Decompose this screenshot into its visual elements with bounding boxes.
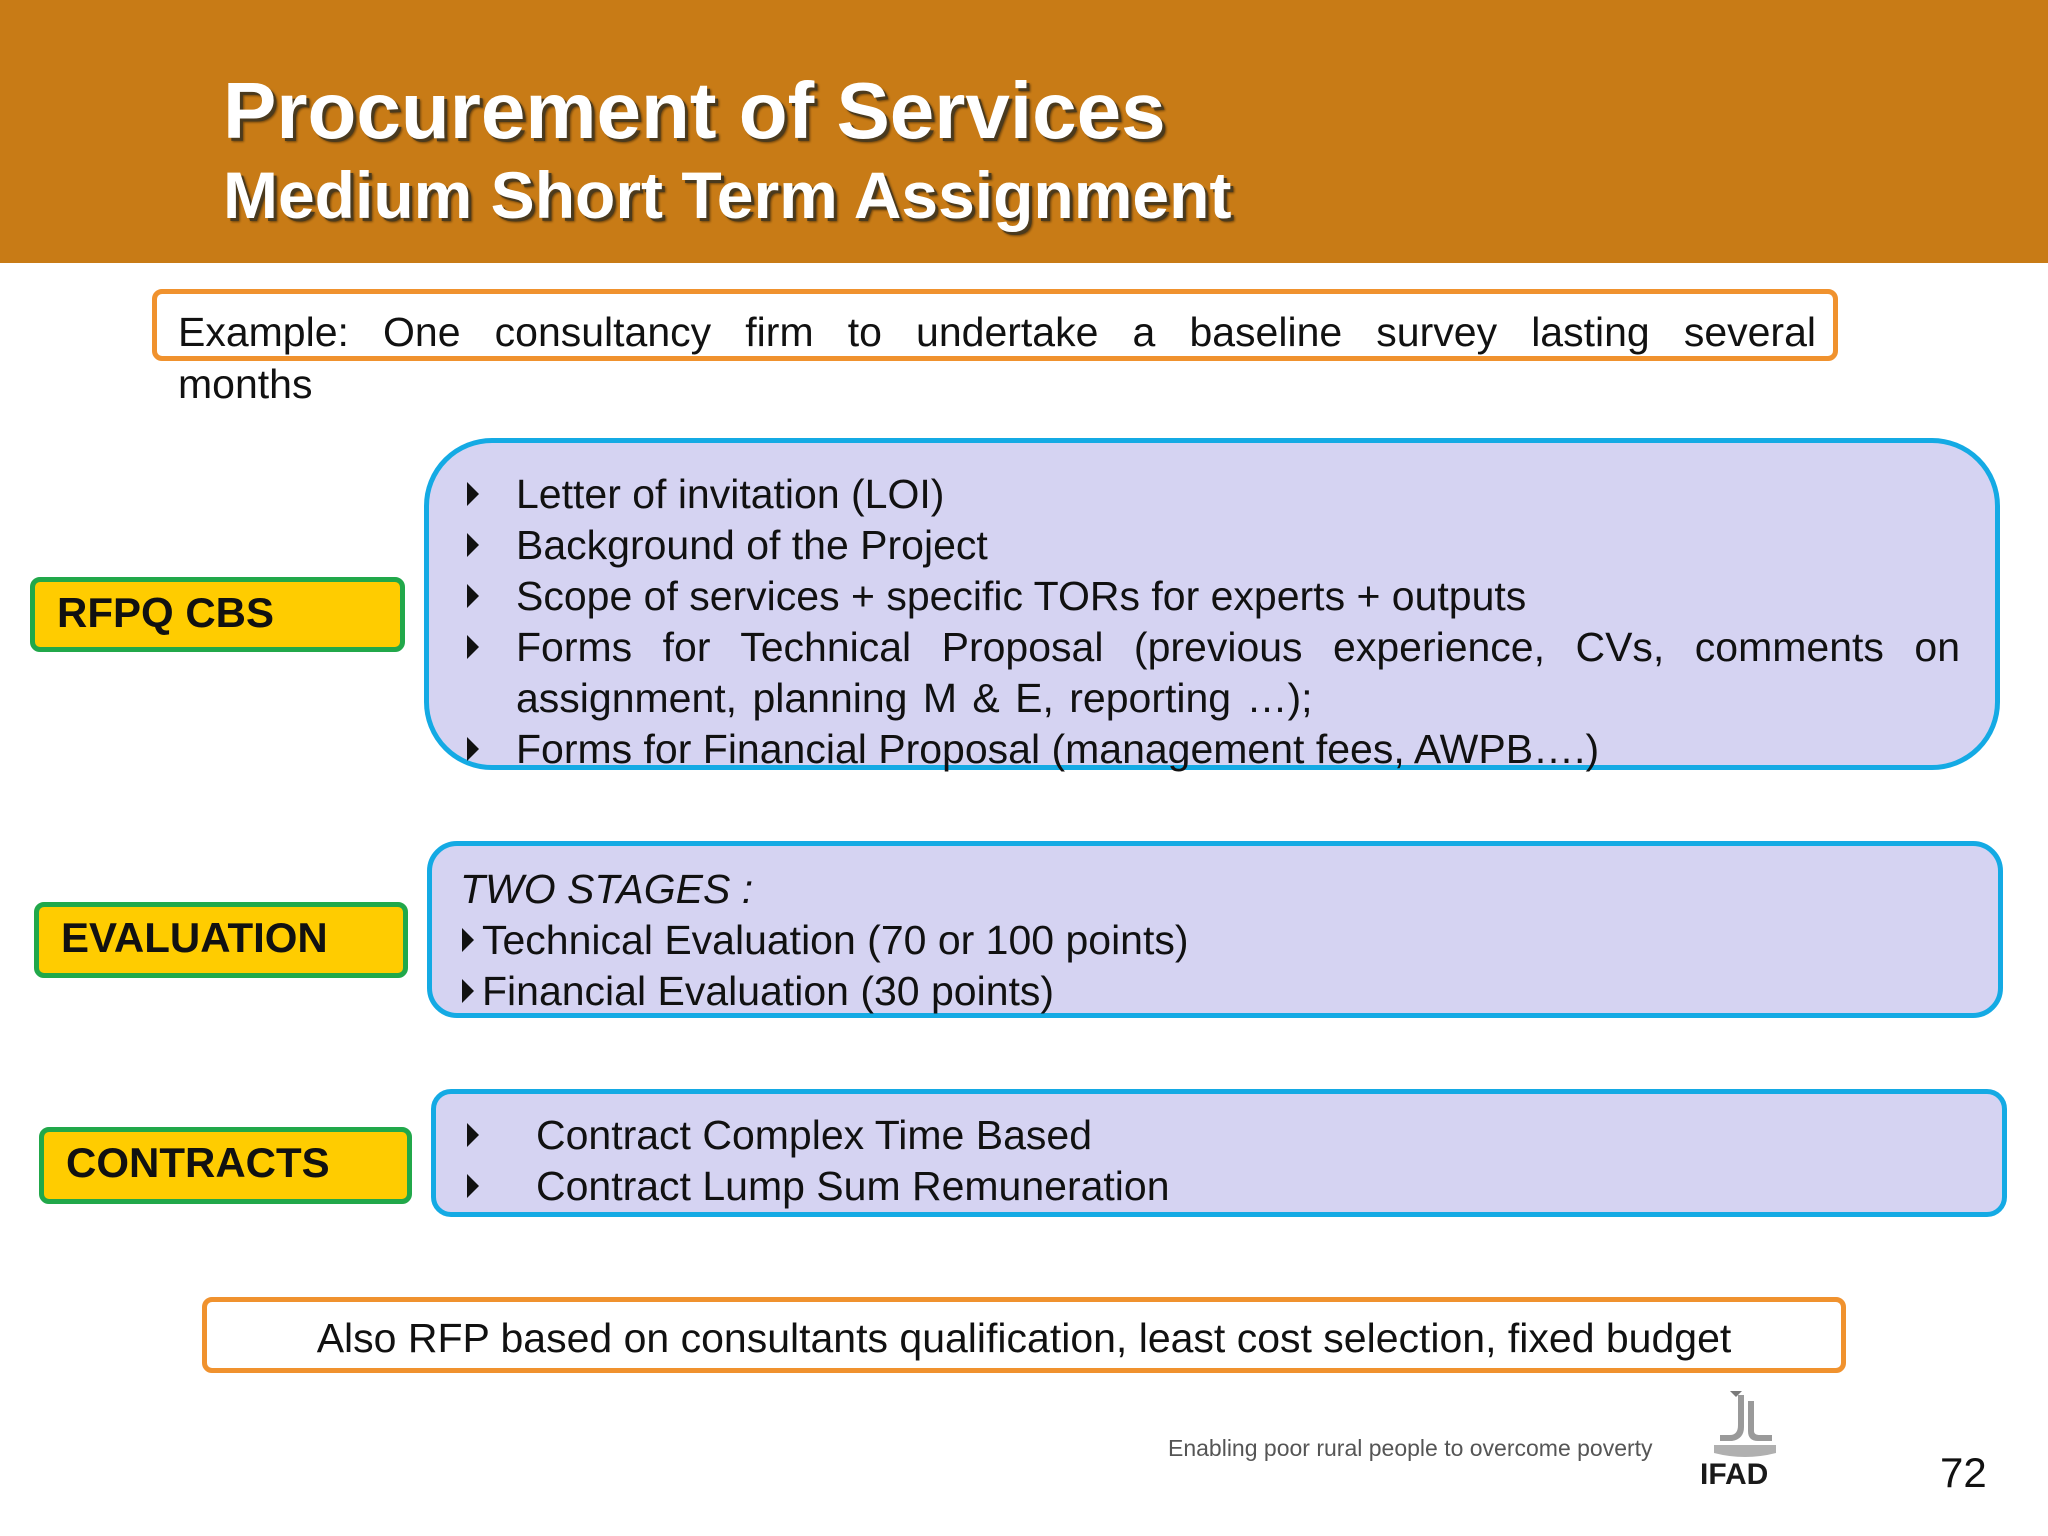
bullet-arrow-icon [462, 979, 474, 1003]
list-item: Letter of invitation (LOI) [516, 469, 1960, 520]
list-item: Background of the Project [516, 520, 1960, 571]
bullet-arrow-icon [467, 584, 479, 608]
bullet-arrow-icon [462, 928, 474, 952]
list-item: Financial Evaluation (30 points) [460, 966, 1189, 1017]
slide-header [0, 0, 2048, 263]
list-item: Forms for Financial Proposal (management fees, AWPB….) [516, 724, 1960, 775]
ifad-logo-text: IFAD [1700, 1458, 1769, 1491]
evaluation-label: EVALUATION [34, 902, 408, 978]
rfpq-list [516, 469, 1960, 775]
list-item: Contract Complex Time Based [536, 1110, 1170, 1161]
list-item: Technical Evaluation (70 or 100 points) [460, 915, 1189, 966]
list-item: Scope of services + specific TORs for experts + outputs [516, 571, 1960, 622]
list-item: Contract Lump Sum Remuneration [536, 1161, 1170, 1212]
contracts-label: CONTRACTS [39, 1127, 412, 1204]
bullet-arrow-icon [467, 1123, 479, 1147]
bullet-arrow-icon [467, 533, 479, 557]
evaluation-heading: TWO STAGES : [460, 866, 754, 912]
bullet-arrow-icon [467, 1174, 479, 1198]
ifad-logo-icon [1700, 1391, 1780, 1461]
slide-subtitle: Medium Short Term Assignment [223, 158, 1232, 232]
slide-title: Procurement of Services [223, 66, 1166, 155]
example-text: Example: One consultancy firm to undertake a baseline survey lasting several months [178, 309, 1816, 407]
page-number: 72 [1940, 1449, 1987, 1496]
bullet-arrow-icon [467, 737, 479, 761]
rfpq-cbs-label: RFPQ CBS [30, 577, 405, 652]
evaluation-list [460, 915, 1189, 1017]
bullet-arrow-icon [467, 482, 479, 506]
contracts-list [536, 1110, 1170, 1212]
note-text: Also RFP based on consultants qualification, least cost selection, fixed budget [316, 1315, 1732, 1361]
bullet-arrow-icon [467, 635, 479, 659]
list-item: Forms for Technical Proposal (previous experience, CVs, comments on assignment, planning M & E, reporting …); [516, 622, 1960, 724]
ifad-tagline: Enabling poor rural people to overcome poverty [1168, 1435, 1653, 1461]
